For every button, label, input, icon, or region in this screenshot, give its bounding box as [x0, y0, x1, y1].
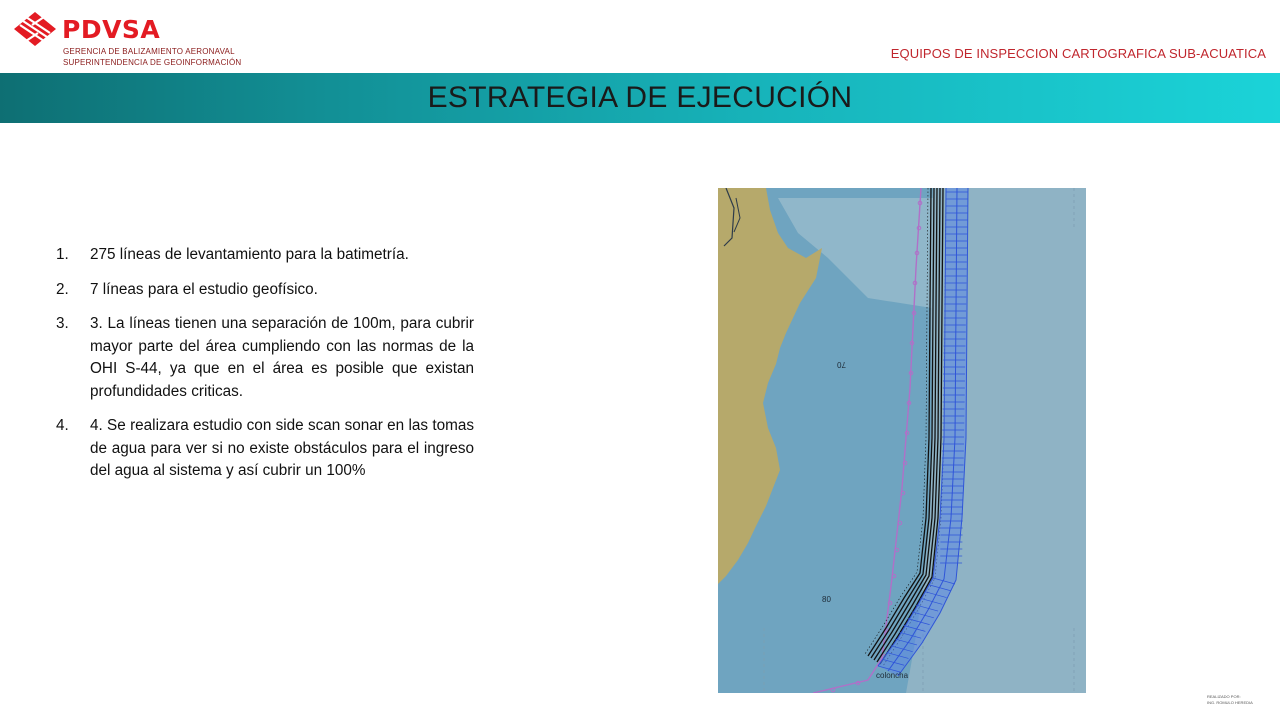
list-item-number: 4. — [56, 417, 69, 434]
list-item — [56, 415, 474, 483]
slide-title: ESTRATEGIA DE EJECUCIÓN — [427, 81, 853, 114]
list-item — [56, 313, 474, 403]
credit-line: ING. ROMULO HEREDIA — [1207, 700, 1253, 705]
list-item-text: 275 líneas de levantamiento para la batimetría. — [90, 246, 409, 263]
list-item-number: 1. — [56, 246, 69, 263]
org-line-management: GERENCIA DE BALIZAMIENTO AERONAVAL — [63, 47, 235, 56]
map-place-label: coloncha — [876, 671, 909, 680]
organization-lines — [63, 46, 241, 68]
list-item-text: 4. Se realizara estudio con side scan sonar en las tomas de agua para ver si no existe obstáculos para el ingreso del agua al sistema y así cubrir un 100% — [90, 417, 474, 479]
list-item-text: 3. La líneas tienen una separación de 100m, para cubrir mayor parte del área cumpliendo con las normas de la OHI S-44, ya que en el área es posible que existan profundidades criticas. — [90, 315, 474, 400]
map-depth-label: 70 — [837, 360, 846, 369]
map-depth-label: 80 — [822, 595, 831, 604]
list-item-number: 3. — [56, 315, 69, 332]
list-item — [56, 279, 474, 302]
title-band — [0, 73, 1280, 123]
pdvsa-emblem-icon — [14, 12, 56, 46]
presentation-subject: EQUIPOS DE INSPECCION CARTOGRAFICA SUB-ACUATICA — [890, 46, 1266, 61]
strategy-list — [56, 244, 474, 495]
survey-map — [718, 188, 1086, 693]
author-credit — [1207, 694, 1253, 706]
logo-wordmark: PDVSA — [62, 14, 161, 44]
survey-map-graphic — [718, 188, 1086, 693]
pdvsa-logo — [14, 10, 160, 48]
credit-line: REALIZADO POR: — [1207, 694, 1241, 699]
list-item-text: 7 líneas para el estudio geofísico. — [90, 280, 318, 298]
org-line-superintendence: SUPERINTENDENCIA DE GEOINFORMACIÓN — [63, 58, 242, 67]
list-item-number: 2. — [56, 280, 69, 298]
list-item — [56, 244, 474, 267]
